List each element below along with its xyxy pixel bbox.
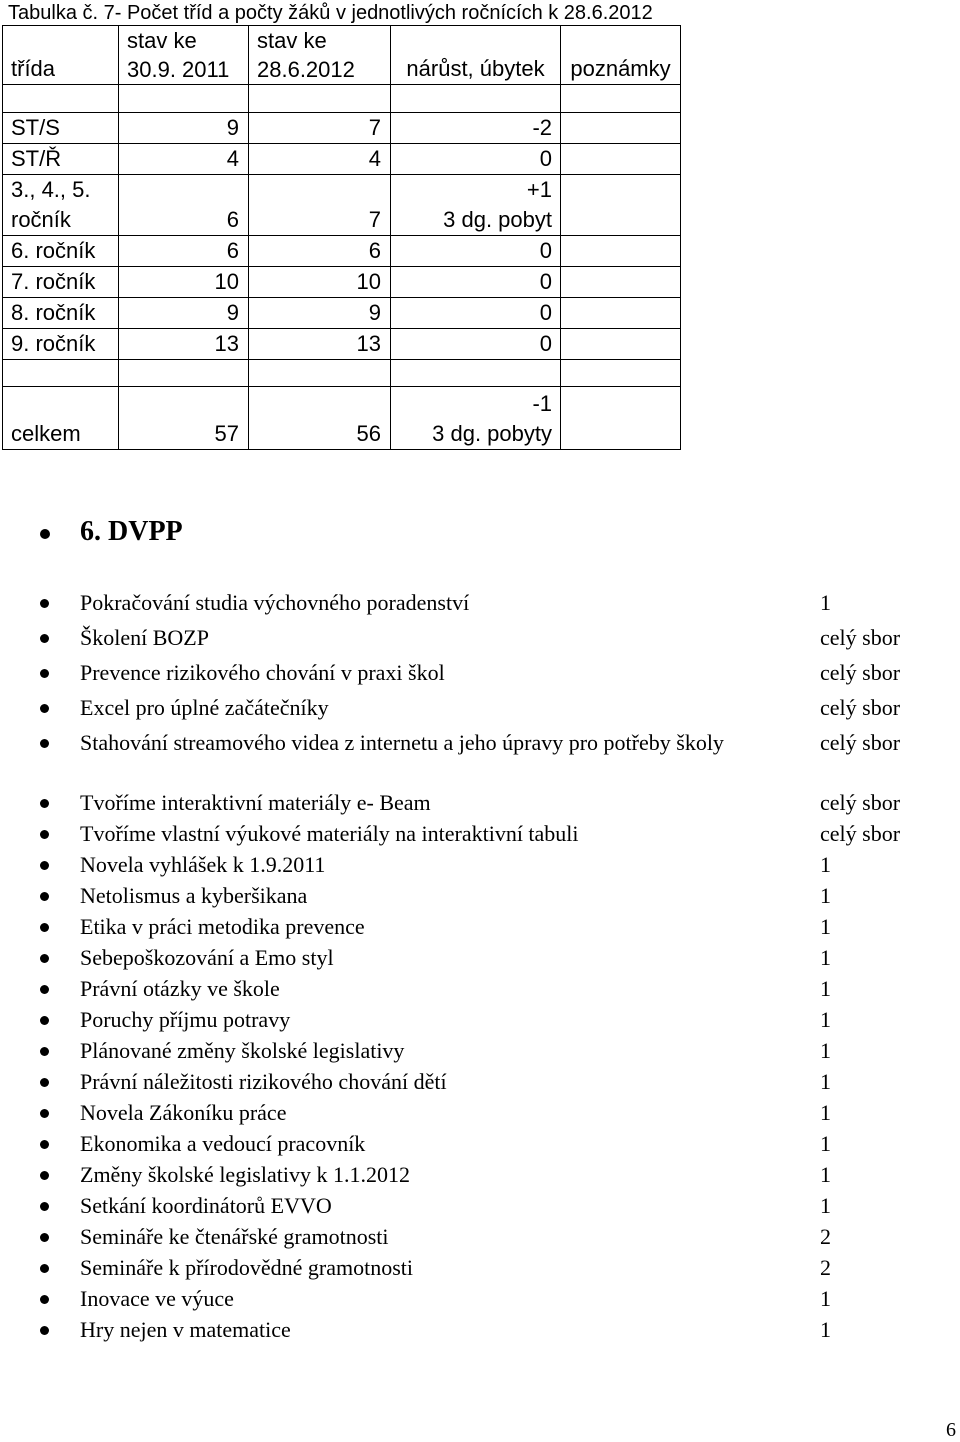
bullet-icon — [40, 861, 49, 870]
bullet-icon — [40, 669, 49, 678]
list-item-label: Prevence rizikového chování v praxi škol — [80, 660, 445, 685]
list-item-participants: celý sbor — [820, 730, 901, 755]
bullet-icon — [40, 1233, 49, 1242]
row-state-2012: 10 — [356, 269, 381, 294]
bullet-icon — [40, 954, 49, 963]
table-spacer-row — [3, 85, 681, 113]
table-row — [3, 329, 681, 360]
header-class: třída — [3, 26, 119, 85]
total-change: -1 — [532, 391, 552, 416]
list-item-label: Tvoříme vlastní výukové materiály na interaktivní tabuli — [80, 821, 579, 846]
bullet-icon — [40, 892, 49, 901]
list-item-label: Excel pro úplné začátečníky — [80, 695, 329, 720]
list-item-participants: 1 — [820, 914, 831, 939]
row-state-2011: 6 — [226, 238, 239, 263]
list-item-participants: 1 — [820, 1100, 831, 1125]
list-item-label: Plánované změny školské legislativy — [80, 1038, 405, 1063]
table-row — [3, 267, 681, 298]
bullet-icon — [40, 830, 49, 839]
list-item-participants: celý sbor — [820, 625, 901, 650]
table-row — [3, 175, 681, 236]
list-item-label: Semináře ke čtenářské gramotnosti — [80, 1224, 389, 1249]
bullet-icon — [40, 985, 49, 994]
row-state-2011: 13 — [214, 331, 239, 356]
bullet-icon — [40, 634, 49, 643]
list-item-participants: 1 — [820, 883, 831, 908]
total-state-2012: 56 — [356, 421, 381, 446]
bullet-icon — [40, 923, 49, 932]
list-item-participants: 2 — [820, 1224, 831, 1249]
bullet-icon — [40, 799, 49, 808]
row-state-2012: 4 — [368, 146, 381, 171]
row-change: 0 — [539, 238, 552, 263]
row-state-2011: 9 — [226, 300, 239, 325]
row-class: ST/S — [11, 115, 60, 140]
list-item-participants: 1 — [820, 1007, 831, 1032]
list-item-participants: 1 — [820, 976, 831, 1001]
list-item-participants: celý sbor — [820, 695, 901, 720]
table-total-row — [3, 387, 681, 450]
row-state-2012: 7 — [368, 207, 381, 232]
bullet-icon — [40, 1078, 49, 1087]
row-class: 8. ročník — [11, 300, 96, 325]
row-change: 0 — [539, 146, 552, 171]
bullet-icon — [40, 1016, 49, 1025]
list-item-label: Ekonomika a vedoucí pracovník — [80, 1131, 366, 1156]
total-state-2011: 57 — [214, 421, 239, 446]
table-caption: Tabulka č. 7- Počet tříd a počty žáků v jednotlivých ročnících k 28.6.2012 — [8, 2, 653, 24]
section-heading-text: 6. DVPP — [80, 516, 183, 547]
row-class-line2: ročník — [11, 207, 71, 232]
bullet-icon — [40, 1171, 49, 1180]
list-item-participants: 1 — [820, 1131, 831, 1156]
row-state-2011: 10 — [214, 269, 239, 294]
row-class: 6. ročník — [11, 238, 96, 263]
row-change: +1 — [526, 177, 552, 202]
bullet-icon — [40, 1264, 49, 1273]
total-change-note: 3 dg. pobyty — [432, 421, 552, 446]
row-class: 3., 4., 5. — [11, 177, 91, 202]
list-item-participants: 1 — [820, 1038, 831, 1063]
row-class: 7. ročník — [11, 269, 96, 294]
list-item-label: Sebepoškozování a Emo styl — [80, 945, 334, 970]
list-item-label: Poruchy příjmu potravy — [80, 1007, 291, 1032]
list-item-label: Změny školské legislativy k 1.1.2012 — [80, 1162, 410, 1187]
row-state-2011: 4 — [226, 146, 239, 171]
row-class: ST/Ř — [11, 146, 62, 171]
list-item-participants: celý sbor — [820, 660, 901, 685]
list-item-participants: 1 — [820, 1162, 831, 1187]
list-item-participants: 1 — [820, 852, 831, 877]
bullet-icon — [40, 1326, 49, 1335]
table-row — [3, 113, 681, 144]
row-state-2011: 6 — [226, 207, 239, 232]
row-state-2011: 9 — [226, 115, 239, 140]
table-row — [3, 144, 681, 175]
list-item-participants: 1 — [820, 1317, 831, 1342]
header-state-2012: stav ke 28.6.2012 — [249, 26, 391, 85]
bullet-icon — [40, 1140, 49, 1149]
header-change: nárůst, úbytek — [391, 26, 561, 85]
bullet-icon — [40, 704, 49, 713]
bullet-icon — [40, 1202, 49, 1211]
list-item-label: Školení BOZP — [80, 625, 209, 650]
list-item-label: Setkání koordinátorů EVVO — [80, 1193, 332, 1218]
bullet-icon — [40, 599, 49, 608]
list-item-participants: 1 — [820, 1069, 831, 1094]
list-item-label: Tvoříme interaktivní materiály e- Beam — [80, 790, 431, 815]
list-item-label: Novela vyhlášek k 1.9.2011 — [80, 852, 326, 877]
row-change-note: 3 dg. pobyt — [443, 207, 552, 232]
list-item-participants: 1 — [820, 590, 831, 615]
header-state-2011: stav ke 30.9. 2011 — [119, 26, 249, 85]
bullet-icon — [40, 1109, 49, 1118]
list-item-label: Pokračování studia výchovného poradenství — [80, 590, 470, 615]
header-notes: poznámky — [561, 26, 681, 85]
table-row — [3, 298, 681, 329]
row-state-2012: 13 — [356, 331, 381, 356]
row-change: 0 — [539, 300, 552, 325]
page-number: 6 — [946, 1419, 956, 1441]
table-header-row — [3, 26, 681, 85]
list-item-participants: celý sbor — [820, 790, 901, 815]
bullet-icon — [40, 1295, 49, 1304]
list-item-label: Novela Zákoníku práce — [80, 1100, 287, 1125]
row-state-2012: 9 — [368, 300, 381, 325]
bullet-icon — [40, 1047, 49, 1056]
list-item-participants: 1 — [820, 1286, 831, 1311]
list-item-participants: 2 — [820, 1255, 831, 1280]
list-item-label: Hry nejen v matematice — [80, 1317, 291, 1342]
bullet-icon — [40, 739, 49, 748]
list-item-label: Právní otázky ve škole — [80, 976, 280, 1001]
total-label: celkem — [11, 421, 81, 446]
bullet-icon — [40, 529, 50, 539]
list-item-participants: 1 — [820, 945, 831, 970]
class-count-table — [2, 25, 681, 450]
table-row — [3, 236, 681, 267]
list-item-participants: celý sbor — [820, 821, 901, 846]
list-item-label: Právní náležitosti rizikového chování dětí — [80, 1069, 447, 1094]
row-state-2012: 6 — [368, 238, 381, 263]
table-spacer-row — [3, 360, 681, 387]
row-change: 0 — [539, 269, 552, 294]
row-change: -2 — [532, 115, 552, 140]
list-item-label: Netolismus a kyberšikana — [80, 883, 308, 908]
row-state-2012: 7 — [368, 115, 381, 140]
row-change: 0 — [539, 331, 552, 356]
list-item-participants: 1 — [820, 1193, 831, 1218]
list-item-label: Inovace ve výuce — [80, 1286, 234, 1311]
row-class: 9. ročník — [11, 331, 96, 356]
list-item-label: Stahování streamového videa z internetu a jeho úpravy pro potřeby školy — [80, 730, 724, 755]
list-item-label: Semináře k přírodovědné gramotnosti — [80, 1255, 413, 1280]
list-item-label: Etika v práci metodika prevence — [80, 914, 365, 939]
